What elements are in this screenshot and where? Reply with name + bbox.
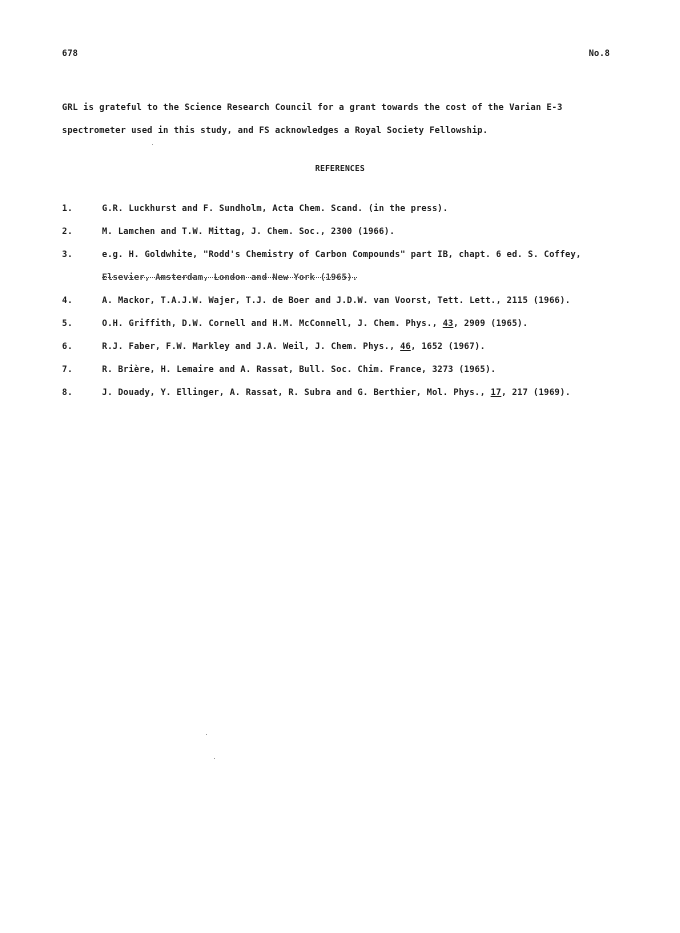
reference-pages: , 217 (1969). [501, 388, 571, 398]
page-number: 678 [62, 49, 78, 59]
reference-item [62, 290, 622, 313]
reference-number: 8. [62, 388, 73, 398]
reference-number: 7. [62, 365, 73, 375]
reference-text: M. Lamchen and T.W. Mittag, J. Chem. Soc., 2300 (1966). [102, 227, 395, 237]
reference-pages: , 2909 (1965). [453, 319, 528, 329]
scan-speck [152, 144, 153, 145]
reference-text [102, 336, 622, 359]
reference-number: 6. [62, 342, 73, 352]
reference-pages: , 1652 (1967). [410, 342, 486, 352]
reference-text: R. Brière, H. Lemaire and A. Rassat, Bull. Soc. Chim. France, 3273 (1965). [102, 365, 496, 375]
reference-number: 1. [62, 204, 73, 214]
references-heading: REFERENCES [315, 164, 365, 173]
reference-citation: R.J. Faber, F.W. Markley and J.A. Weil, J. Chem. Phys., [102, 342, 401, 352]
reference-text: A. Mackor, T.A.J.W. Wajer, T.J. de Boer and J.D.W. van Voorst, Tett. Lett., 2115 (1966). [102, 296, 571, 306]
reference-text [102, 313, 622, 336]
scan-speck [206, 734, 207, 735]
reference-number: 5. [62, 319, 73, 329]
references-list [62, 198, 622, 405]
reference-item [62, 336, 622, 359]
reference-number: 3. [62, 250, 73, 260]
reference-text: G.R. Luckhurst and F. Sundholm, Acta Chem. Scand. (in the press). [102, 204, 449, 214]
reference-item [62, 359, 622, 382]
reference-text [102, 382, 622, 405]
volume-number: 43 [442, 319, 454, 329]
reference-citation: J. Douady, Y. Ellinger, A. Rassat, R. Subra and G. Berthier, Mol. Phys., [102, 388, 491, 398]
reference-number: 2. [62, 227, 73, 237]
acknowledgement-line: GRL is grateful to the Science Research Council for a grant towards the cost of the Varian E-3 [62, 103, 563, 113]
reference-number: 4. [62, 296, 73, 306]
reference-citation: O.H. Griffith, D.W. Cornell and H.M. McConnell, J. Chem. Phys., [102, 319, 443, 329]
reference-item [62, 382, 622, 405]
issue-number: No.8 [588, 49, 610, 59]
acknowledgement-line: spectrometer used in this study, and FS acknowledges a Royal Society Fellowship. [62, 126, 488, 136]
volume-number: 46 [400, 342, 411, 352]
reference-text [102, 244, 622, 290]
volume-number: 17 [490, 388, 502, 398]
scan-speck [214, 758, 215, 759]
acknowledgement-paragraph [62, 97, 622, 143]
reference-item [62, 244, 622, 290]
reference-item [62, 221, 622, 244]
reference-item [62, 313, 622, 336]
reference-line: e.g. H. Goldwhite, "Rodd's Chemistry of Carbon Compounds" part IB, chapt. 6 ed. S. Coffey, [102, 250, 582, 260]
reference-line: Elsevier, Amsterdam, London and New York (1965). [102, 273, 358, 283]
reference-item [62, 198, 622, 221]
